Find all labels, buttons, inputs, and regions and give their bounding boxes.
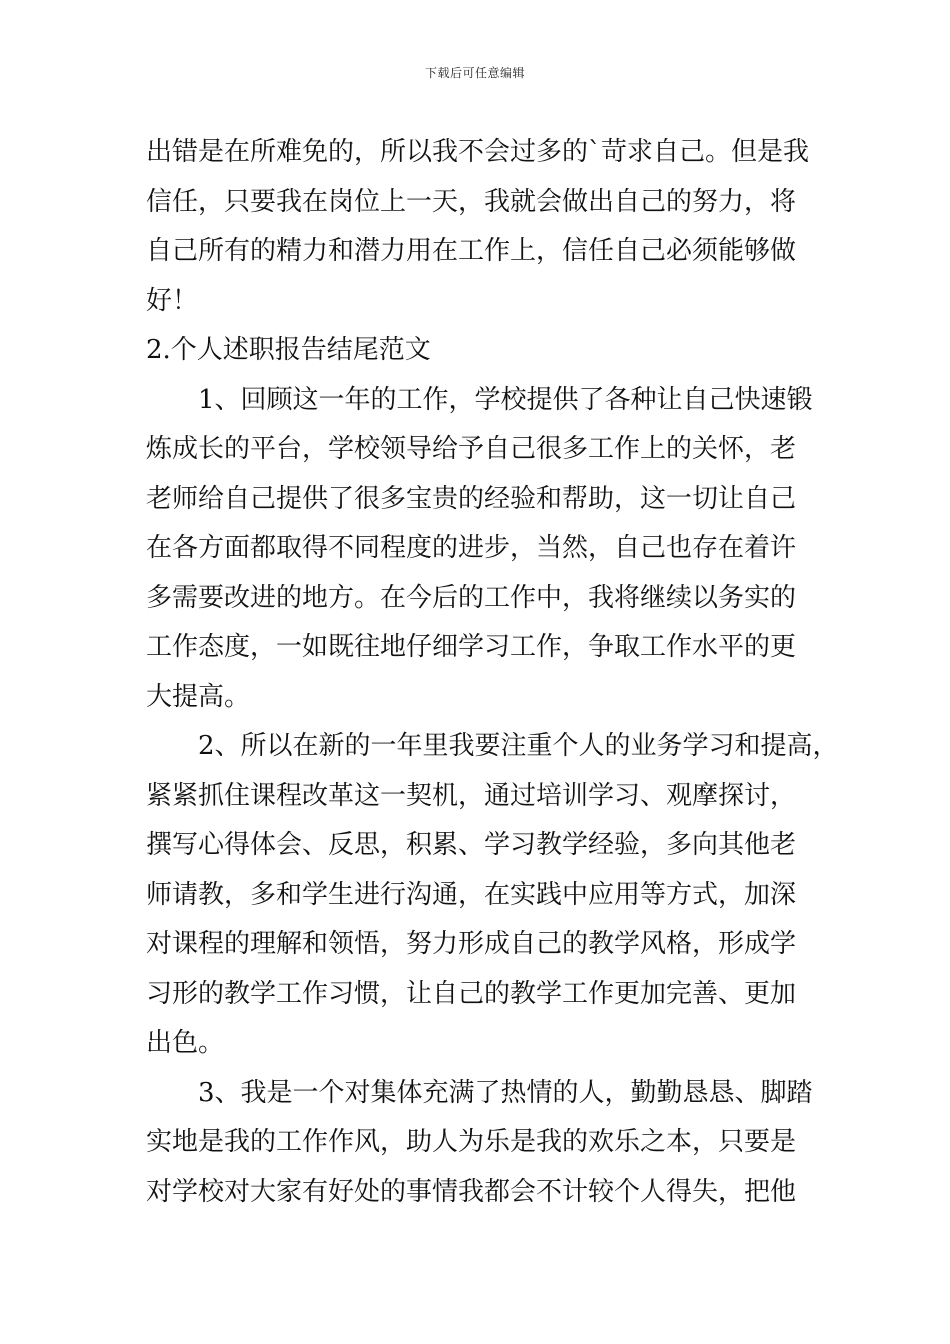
text-line: 好！ xyxy=(146,285,199,316)
text-line: 出错是在所难免的，所以我不会过多的`苛求自己。但是我 xyxy=(146,137,810,167)
section-heading: 2.个人述职报告结尾范文 xyxy=(146,335,431,365)
paragraph-3-line: 对学校对大家有好处的事情我都会不计较个人得失，把他 xyxy=(146,1176,797,1207)
paragraph-2-line: 习形的教学工作习惯，让自己的教学工作更加完善、更加 xyxy=(146,978,797,1009)
paragraph-3-line: 实地是我的工作作风，助人为乐是我的欢乐之本，只要是 xyxy=(146,1127,797,1157)
page-header-note: 下载后可任意编辑 xyxy=(424,66,525,80)
paragraph-1-line: 大提高。 xyxy=(146,681,251,712)
document-body xyxy=(146,128,839,1217)
paragraph-3-line: 3、我是一个对集体充满了热情的人，勤勤恳恳、脚踏 xyxy=(198,1077,813,1108)
paragraph-1-line: 工作态度，一如既往地仔细学习工作，争取工作水平的更 xyxy=(146,632,797,662)
paragraph-1-line: 炼成长的平台，学校领导给予自己很多工作上的关怀，老 xyxy=(146,434,797,464)
paragraph-1-line: 多需要改进的地方。在今后的工作中，我将继续以务实的 xyxy=(146,582,797,613)
text-line: 自己所有的精力和潜力用在工作上，信任自己必须能够做 xyxy=(146,236,797,266)
paragraph-2-line: 2、所以在新的一年里我要注重个人的业务学习和提高， xyxy=(198,731,839,761)
paragraph-2-line: 师请教，多和学生进行沟通，在实践中应用等方式，加深 xyxy=(146,879,797,910)
paragraph-2-line: 出色。 xyxy=(146,1028,225,1058)
paragraph-1-line: 1、回顾这一年的工作，学校提供了各种让自己快速锻 xyxy=(198,384,813,415)
paragraph-2-line: 紧紧抓住课程改革这一契机，通过培训学习、观摩探讨， xyxy=(146,780,797,811)
text-line: 信任，只要我在岗位上一天，我就会做出自己的努力，将 xyxy=(146,186,797,217)
paragraph-1-line: 在各方面都取得不同程度的进步，当然，自己也存在着许 xyxy=(146,533,797,563)
paragraph-2-line: 对课程的理解和领悟，努力形成自己的教学风格，形成学 xyxy=(146,929,797,959)
paragraph-2-line: 撰写心得体会、反思，积累、学习教学经验，多向其他老 xyxy=(146,830,797,860)
paragraph-1-line: 老师给自己提供了很多宝贵的经验和帮助，这一切让自己 xyxy=(146,483,797,514)
